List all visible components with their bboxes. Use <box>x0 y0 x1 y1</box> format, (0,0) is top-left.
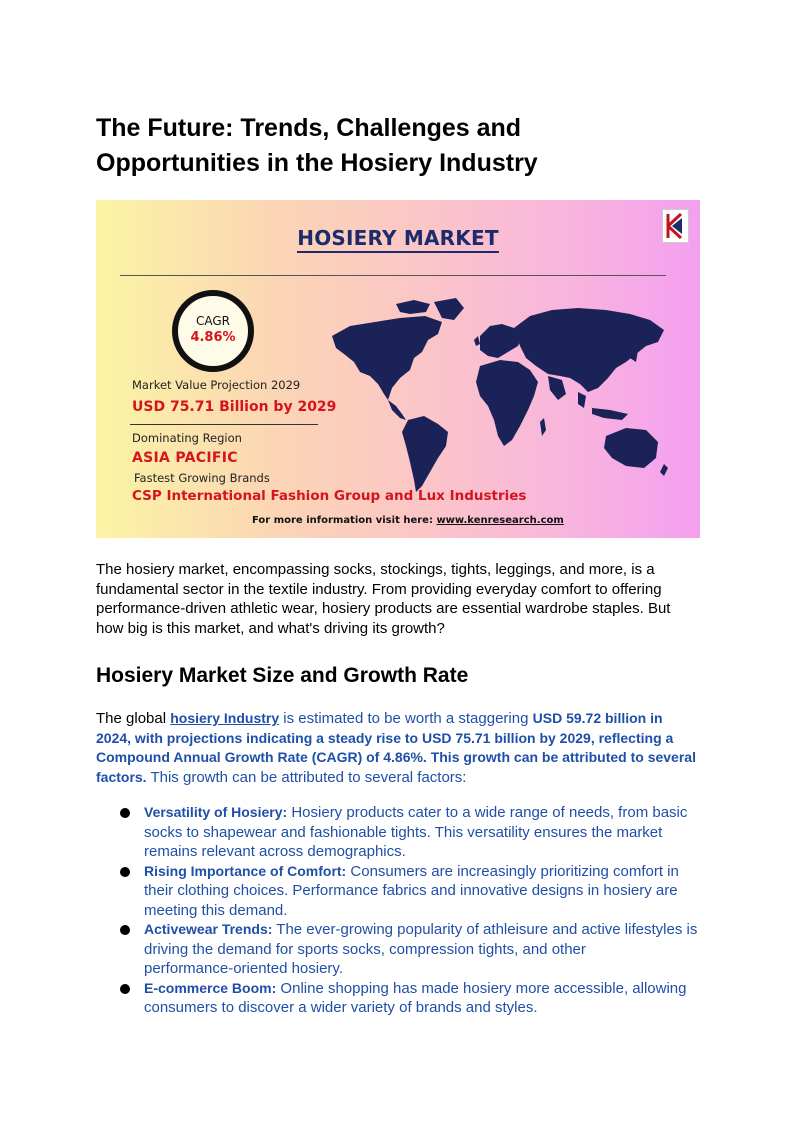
growth-factors-list <box>96 803 700 1018</box>
list-item <box>96 862 700 921</box>
cagr-label: CAGR <box>195 314 230 328</box>
more-info-text: For more information visit here: <box>252 515 433 526</box>
banner-heading: HOSIERY MARKET <box>96 226 700 250</box>
bullet-title: Versatility of Hosiery: <box>144 804 288 820</box>
bullet-text: Consumers are increasingly prioritizing comfort in their clothing choices. Performance fabrics and innovative designs in hosiery are meeting this demand. <box>144 862 679 919</box>
bullet-title: Rising Importance of Comfort: <box>144 862 347 879</box>
section-heading: Hosiery Market Size and Growth Rate <box>96 664 469 687</box>
intro-paragraph: The hosiery market, encompassing socks, stockings, tights, leggings, and more, is a fundamental sector in the textile industry. From providing everyday comfort to offering performance-driven athletic wear, hosiery products are essential wardrobe staples. But how big is this market, and what's driving its growth? <box>96 561 671 637</box>
page-title: The Future: Trends, Challenges and Opportunities in the Hosiery Industry <box>96 114 538 177</box>
kenresearch-link[interactable]: www.kenresearch.com <box>436 515 564 526</box>
lead-plain: The global <box>96 710 171 727</box>
hosiery-market-banner <box>96 200 700 538</box>
list-item <box>96 979 700 1018</box>
kenresearch-logo-icon <box>662 209 689 243</box>
bullet-title: E-commerce Boom: <box>144 979 277 996</box>
bullet-text: Hosiery products cater to a wide range of needs, from basic socks to shapewear and fashionable tights. This versatility ensures the market remains relevant across demographics. <box>144 804 688 860</box>
lead-tail: This growth can be attributed to several factors: <box>146 768 467 786</box>
bullet-text: The ever-growing popularity of athleisure and active lifestyles is driving the demand for sports socks, compression tights, and other <box>144 921 698 958</box>
projection-value: USD 75.71 Billion by 2029 <box>132 399 337 415</box>
more-info-line <box>252 515 564 526</box>
cagr-value: 4.86% <box>190 330 236 345</box>
brands-label: Fastest Growing Brands <box>134 471 270 485</box>
bullet-icon <box>120 867 130 877</box>
cagr-badge <box>172 290 254 372</box>
hosiery-industry-link[interactable]: hosiery Industry <box>170 710 280 726</box>
bullet-icon <box>120 984 130 994</box>
region-value: ASIA PACIFIC <box>132 450 238 466</box>
bullet-title: Activewear Trends: <box>144 921 273 937</box>
banner-divider <box>120 275 666 276</box>
lead-bold: USD 59.72 billion in 2024, with projections indicating a steady rise to USD 75.71 billion by 2029, reflecting a Compound Annual Growth Rate (CAGR) of 4.86%. This growth can be attributed to several factors. <box>96 710 696 785</box>
projection-label: Market Value Projection 2029 <box>132 378 301 392</box>
bullet-text-continued: performance-oriented hosiery. <box>144 960 343 977</box>
market-size-paragraph <box>96 709 700 787</box>
bullet-text: Online shopping has made hosiery more accessible, allowing consumers to discover a wider variety of brands and styles. <box>144 979 687 1016</box>
bullet-icon <box>120 808 130 818</box>
bullet-icon <box>120 925 130 935</box>
list-item <box>96 803 700 862</box>
region-label: Dominating Region <box>132 431 242 445</box>
brands-value: CSP International Fashion Group and Lux Industries <box>132 488 527 504</box>
world-map-icon <box>330 296 670 496</box>
lead-mid: is estimated to be worth a staggering <box>279 710 533 727</box>
banner-subdivider <box>130 424 318 425</box>
list-item <box>96 920 700 979</box>
